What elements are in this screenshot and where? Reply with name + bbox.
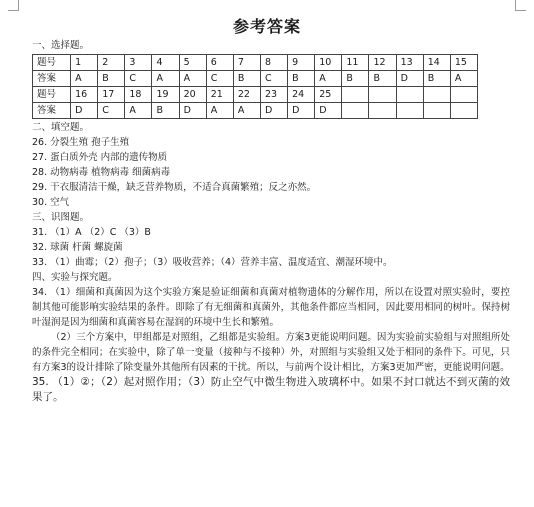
table-cell: B (342, 71, 369, 87)
table-cell: 16 (71, 87, 98, 103)
table-cell: 13 (396, 55, 423, 71)
choice-answer-table (32, 54, 478, 119)
page-title: 参考答案 (232, 17, 301, 36)
table-cell: A (450, 71, 477, 87)
table-cell: A (233, 103, 260, 119)
answer-29: 29. 干衣服清洁干燥，缺乏营养物质，不适合真菌繁殖；反之亦然。 (32, 182, 317, 193)
answer-30: 30. 空气 (32, 197, 70, 208)
table-cell: A (125, 103, 152, 119)
table-cell: 23 (260, 87, 287, 103)
table-cell: B (369, 71, 396, 87)
table-cell: 7 (233, 55, 260, 71)
table-cell: 12 (369, 55, 396, 71)
table-cell: C (206, 71, 233, 87)
section-fill-heading: 二、填空题。 (32, 122, 90, 133)
answer-34-part2: （2）三个方案中，甲组都是对照组，乙组都是实验组。方案3更能说明问题。因为实验前实验组与对照组所处的条件完全相同；在实验中，除了单一变量（接种与不接种）外，对照组与实验组又处于相同的条件下。可见，只有方案3的设计排除了除变量外其他所有因素的干扰。所以，与前两个设计相比，方案3更加严密，更能说明问题。 (32, 332, 510, 373)
corner-mark-left (8, 0, 19, 11)
table-cell (423, 103, 450, 119)
table-cell: B (288, 71, 315, 87)
table-cell: 3 (125, 55, 152, 71)
table-cell: 11 (342, 55, 369, 71)
table-cell (342, 103, 369, 119)
table-cell: C (260, 71, 287, 87)
table-row (33, 103, 478, 119)
page-corner-marks (0, 0, 534, 12)
table-cell: 17 (98, 87, 125, 103)
table-cell: 15 (450, 55, 477, 71)
answer-32: 32. 球菌 杆菌 螺旋菌 (32, 242, 123, 253)
table-cell: 6 (206, 55, 233, 71)
table-cell: B (233, 71, 260, 87)
row-label-cell: 题号 (33, 87, 71, 103)
table-cell: B (152, 103, 179, 119)
answer-content (32, 38, 510, 405)
table-cell (450, 87, 477, 103)
section-experiment-heading: 四、实验与探究题。 (32, 272, 118, 283)
answer-35: 35. （1）②；（2）起对照作用；（3）防止空气中微生物进入玻璃杯中。如果不封口就达不到灭菌的效果了。 (32, 376, 510, 403)
answer-26: 26. 分裂生殖 孢子生殖 (32, 137, 130, 148)
table-cell: 21 (206, 87, 233, 103)
table-cell: D (288, 103, 315, 119)
table-row (33, 55, 478, 71)
corner-mark-right (515, 0, 526, 11)
table-cell: 1 (71, 55, 98, 71)
table-cell (396, 87, 423, 103)
table-cell: 8 (260, 55, 287, 71)
table-cell (342, 87, 369, 103)
answer-33: 33. （1）曲霉；（2）孢子；（3）吸收营养；（4）营养丰富、温度适宜、潮湿环境中。 (32, 257, 393, 268)
table-cell: D (315, 103, 342, 119)
table-cell: 9 (288, 55, 315, 71)
table-cell: 10 (315, 55, 342, 71)
table-cell: C (125, 71, 152, 87)
table-cell: 25 (315, 87, 342, 103)
table-cell: 24 (288, 87, 315, 103)
table-cell (369, 103, 396, 119)
table-cell: D (260, 103, 287, 119)
table-cell: 20 (179, 87, 206, 103)
table-cell: 19 (152, 87, 179, 103)
table-cell: A (206, 103, 233, 119)
table-cell (450, 103, 477, 119)
table-cell: A (152, 71, 179, 87)
table-cell: 14 (423, 55, 450, 71)
answer-28: 28. 动物病毒 植物病毒 细菌病毒 (32, 167, 171, 178)
table-cell: 4 (152, 55, 179, 71)
table-cell: D (396, 71, 423, 87)
table-cell: 5 (179, 55, 206, 71)
table-cell: B (423, 71, 450, 87)
table-cell: 2 (98, 55, 125, 71)
table-row (33, 71, 478, 87)
answer-34-part1: 34. （1）细菌和真菌因为这个实验方案是验证细菌和真菌对植物遗体的分解作用，所以在设置对照实验时，要控制其他可能影响实验结果的条件。即除了有无细菌和真菌外，其他条件都应当相同，因此要用相同的树叶。保持树叶湿润是因为细菌和真菌容易在湿润的环境中生长和繁殖。 (32, 287, 510, 328)
table-cell: 18 (125, 87, 152, 103)
table-cell: A (179, 71, 206, 87)
table-cell: D (179, 103, 206, 119)
row-label-cell: 答案 (33, 71, 71, 87)
answer-31: 31. （1）A （2）C （3）B (32, 227, 151, 238)
table-cell (369, 87, 396, 103)
table-cell: C (98, 103, 125, 119)
table-cell: A (71, 71, 98, 87)
section-choice-heading: 一、选择题。 (32, 40, 90, 51)
table-cell (423, 87, 450, 103)
table-cell: A (315, 71, 342, 87)
row-label-cell: 题号 (33, 55, 71, 71)
row-label-cell: 答案 (33, 103, 71, 119)
answer-27: 27. 蛋白质外壳 内部的遗传物质 (32, 152, 168, 163)
table-cell: 22 (233, 87, 260, 103)
table-cell: D (71, 103, 98, 119)
table-cell (396, 103, 423, 119)
table-cell: B (98, 71, 125, 87)
section-figure-heading: 三、识图题。 (32, 212, 90, 223)
table-row (33, 87, 478, 103)
